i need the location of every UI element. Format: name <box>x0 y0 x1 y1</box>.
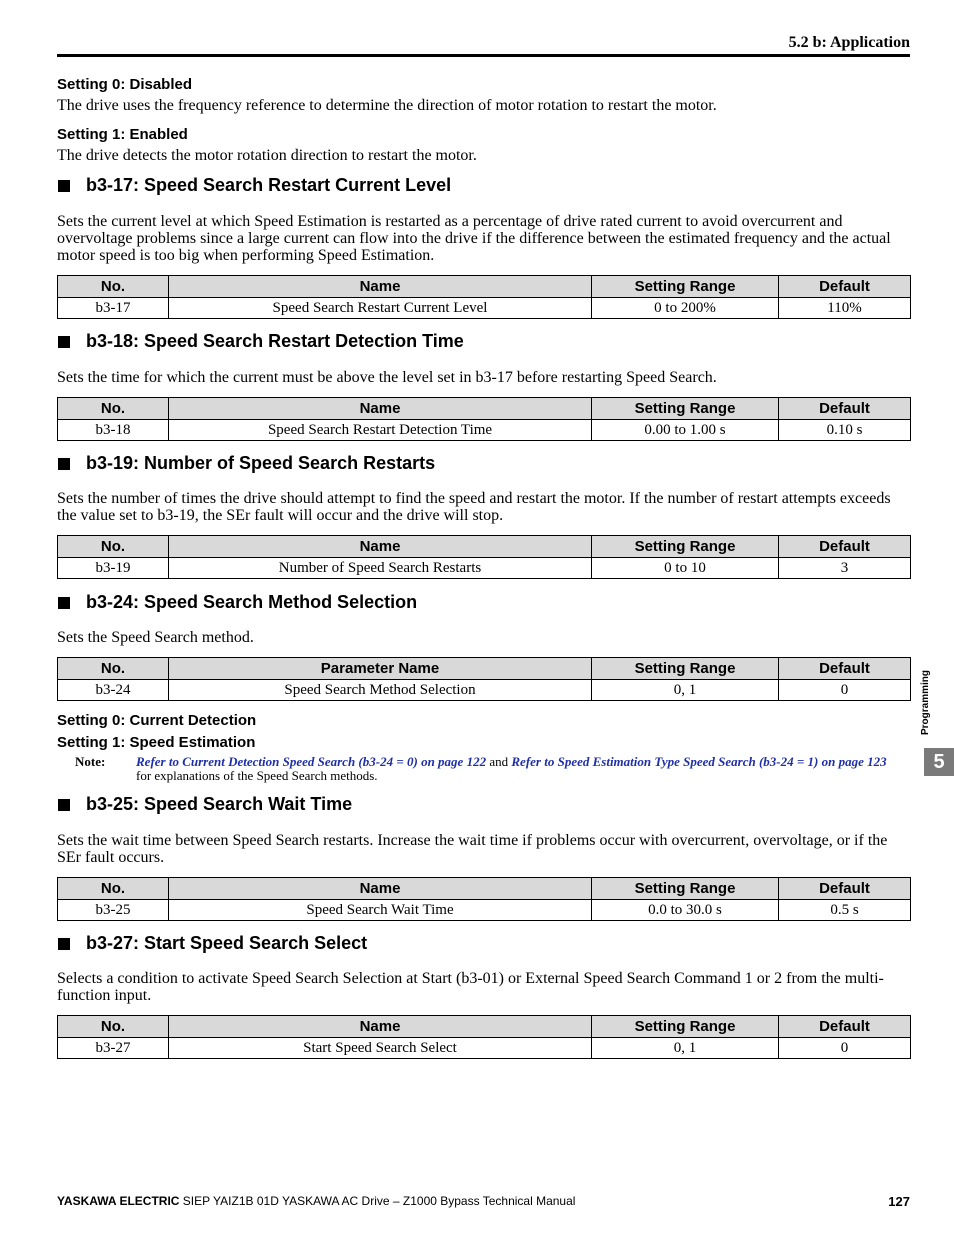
cell-no: b3-24 <box>58 680 169 701</box>
table-row <box>58 558 911 579</box>
col-header-name: Name <box>169 398 592 420</box>
section-heading-b3-27 <box>57 933 910 954</box>
cell-name: Start Speed Search Select <box>169 1038 592 1059</box>
table-row <box>58 298 911 319</box>
note-block <box>57 755 910 785</box>
cell-no: b3-19 <box>58 558 169 579</box>
section-title: b3-19: Number of Speed Search Restarts <box>86 453 436 473</box>
section-text: Sets the number of times the drive should attempt to find the speed and restart the motor. If the number of restart attempts exceeds the value set to b3-19, the SEr fault will occur and the drive will stop. <box>57 490 891 524</box>
cell-range: 0 to 10 <box>592 558 779 579</box>
parameter-table-b3-27 <box>57 1015 911 1059</box>
cell-default: 0.10 s <box>779 420 911 441</box>
table-header-row <box>58 398 911 420</box>
section-title: b3-17: Speed Search Restart Current Level <box>86 175 452 195</box>
col-header-range: Setting Range <box>592 536 779 558</box>
table-header-row <box>58 1016 911 1038</box>
col-header-default: Default <box>779 276 911 298</box>
col-header-name: Name <box>169 276 592 298</box>
col-header-default: Default <box>779 536 911 558</box>
col-header-range: Setting Range <box>592 658 779 680</box>
col-header-range: Setting Range <box>592 878 779 900</box>
note-tail: for explanations of the Speed Search methods. <box>136 768 378 783</box>
col-header-no: No. <box>58 658 169 680</box>
table-header-row <box>58 878 911 900</box>
cell-range: 0 to 200% <box>592 298 779 319</box>
setting-1-text: The drive detects the motor rotation direction to restart the motor. <box>57 147 477 164</box>
col-header-no: No. <box>58 536 169 558</box>
col-header-default: Default <box>779 878 911 900</box>
section-bullet-icon <box>58 938 70 950</box>
section-text: Sets the current level at which Speed Estimation is restarted as a percentage of drive rated current to avoid overcurrent and overvoltage problems since a large current can flow into the drive if the difference between the estimated frequency and the actual motor speed is too big when performing Speed Estimation. <box>57 213 891 264</box>
side-chapter-tab: 5 <box>924 748 954 776</box>
setting-0-text: The drive uses the frequency reference to determine the direction of motor rotation to restart the motor. <box>57 97 717 114</box>
cell-name: Speed Search Wait Time <box>169 900 592 921</box>
cell-no: b3-18 <box>58 420 169 441</box>
cell-default: 0.5 s <box>779 900 911 921</box>
col-header-default: Default <box>779 398 911 420</box>
col-header-name: Name <box>169 1016 592 1038</box>
col-header-default: Default <box>779 658 911 680</box>
col-header-name: Parameter Name <box>169 658 592 680</box>
setting-0-heading: Setting 0: Disabled <box>57 76 193 93</box>
section-title: b3-24: Speed Search Method Selection <box>86 592 418 612</box>
cell-no: b3-27 <box>58 1038 169 1059</box>
note-body <box>136 755 896 783</box>
parameter-table-b3-17 <box>57 275 911 319</box>
setting-1-heading: Setting 1: Enabled <box>57 126 188 143</box>
cell-no: b3-17 <box>58 298 169 319</box>
b3-24-setting-1-heading: Setting 1: Speed Estimation <box>57 734 256 751</box>
section-heading-b3-25 <box>57 794 910 815</box>
col-header-no: No. <box>58 1016 169 1038</box>
note-and: and <box>486 754 512 769</box>
cell-name: Speed Search Method Selection <box>169 680 592 701</box>
section-heading-b3-17 <box>57 175 910 196</box>
table-header-row <box>58 658 911 680</box>
header-rule <box>57 54 910 57</box>
section-bullet-icon <box>58 597 70 609</box>
cell-range: 0.00 to 1.00 s <box>592 420 779 441</box>
cell-default: 110% <box>779 298 911 319</box>
cell-name: Speed Search Restart Current Level <box>169 298 592 319</box>
cell-range: 0, 1 <box>592 1038 779 1059</box>
section-heading-b3-19 <box>57 453 910 474</box>
section-text: Sets the Speed Search method. <box>57 629 254 646</box>
table-row <box>58 680 911 701</box>
footer-company: YASKAWA ELECTRIC <box>57 1194 180 1208</box>
parameter-table-b3-24 <box>57 657 911 701</box>
section-bullet-icon <box>58 180 70 192</box>
section-bullet-icon <box>58 799 70 811</box>
col-header-range: Setting Range <box>592 276 779 298</box>
col-header-range: Setting Range <box>592 398 779 420</box>
section-text: Sets the time for which the current must be above the level set in b3-17 before restarting Speed Search. <box>57 369 717 386</box>
cell-name: Speed Search Restart Detection Time <box>169 420 592 441</box>
col-header-name: Name <box>169 878 592 900</box>
col-header-range: Setting Range <box>592 1016 779 1038</box>
section-text: Sets the wait time between Speed Search restarts. Increase the wait time if problems occur with overcurrent, overvoltage, or if the SEr fault occurs. <box>57 832 888 866</box>
cell-no: b3-25 <box>58 900 169 921</box>
link-speed-estimation[interactable]: Refer to Speed Estimation Type Speed Search (b3-24 = 1) on page 123 <box>511 754 887 769</box>
cell-default: 0 <box>779 680 911 701</box>
table-row <box>58 420 911 441</box>
page-number: 127 <box>888 1194 910 1209</box>
col-header-name: Name <box>169 536 592 558</box>
side-chapter-label: Programming <box>920 669 931 735</box>
page-footer <box>57 1194 575 1208</box>
note-label: Note: <box>75 754 106 769</box>
parameter-table-b3-18 <box>57 397 911 441</box>
section-heading-b3-24 <box>57 592 910 613</box>
col-header-default: Default <box>779 1016 911 1038</box>
section-bullet-icon <box>58 458 70 470</box>
section-title: b3-18: Speed Search Restart Detection Time <box>86 331 464 351</box>
page-header-title: 5.2 b: Application <box>788 34 910 51</box>
footer-doc: SIEP YAIZ1B 01D YASKAWA AC Drive – Z1000 Bypass Technical Manual <box>179 1194 576 1208</box>
table-header-row <box>58 536 911 558</box>
section-text: Selects a condition to activate Speed Search Selection at Start (b3-01) or External Speed Search Command 1 or 2 from the multi-function input. <box>57 970 884 1004</box>
cell-name: Number of Speed Search Restarts <box>169 558 592 579</box>
parameter-table-b3-19 <box>57 535 911 579</box>
col-header-no: No. <box>58 276 169 298</box>
table-row <box>58 1038 911 1059</box>
section-bullet-icon <box>58 336 70 348</box>
section-heading-b3-18 <box>57 331 910 352</box>
cell-range: 0.0 to 30.0 s <box>592 900 779 921</box>
col-header-no: No. <box>58 398 169 420</box>
link-current-detection[interactable]: Refer to Current Detection Speed Search (b3-24 = 0) on page 122 <box>136 754 487 769</box>
parameter-table-b3-25 <box>57 877 911 921</box>
cell-range: 0, 1 <box>592 680 779 701</box>
col-header-no: No. <box>58 878 169 900</box>
section-title: b3-27: Start Speed Search Select <box>86 933 368 953</box>
section-title: b3-25: Speed Search Wait Time <box>86 794 353 814</box>
b3-24-setting-0-heading: Setting 0: Current Detection <box>57 712 257 729</box>
cell-default: 0 <box>779 1038 911 1059</box>
table-header-row <box>58 276 911 298</box>
cell-default: 3 <box>779 558 911 579</box>
table-row <box>58 900 911 921</box>
